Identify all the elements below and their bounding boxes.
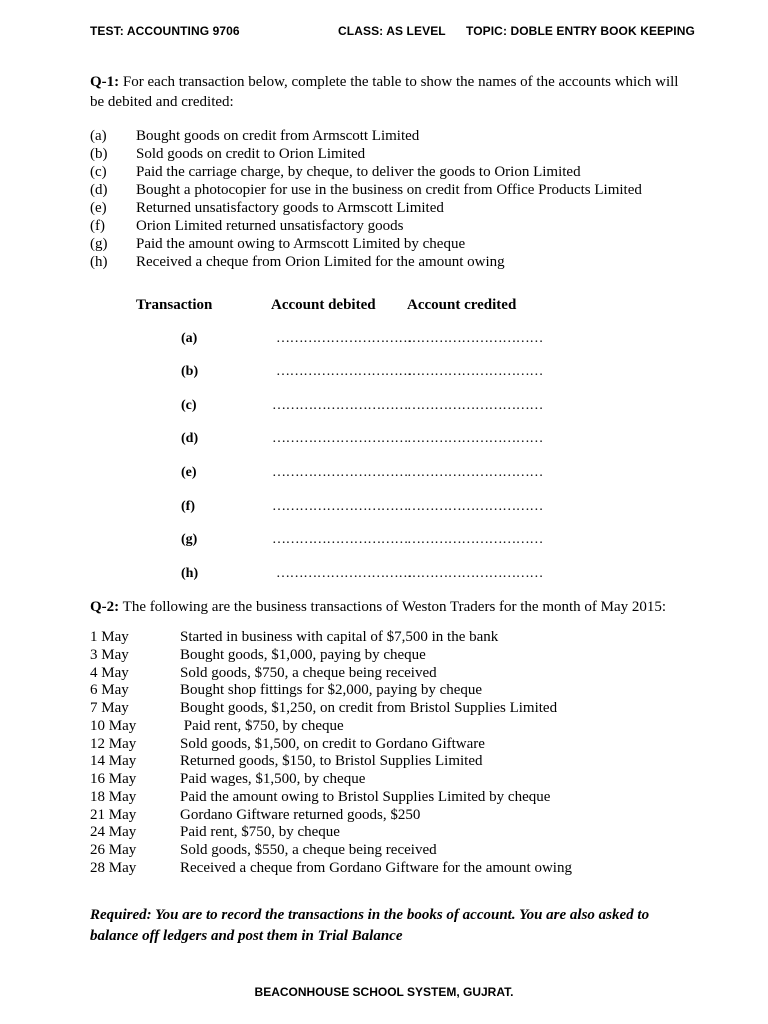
question-1-prompt (90, 72, 690, 112)
may-transaction-item (90, 647, 572, 665)
transaction-item (90, 199, 642, 217)
transaction-text: Orion Limited returned unsatisfactory goods (136, 218, 404, 234)
transaction-label: (e) (90, 200, 107, 216)
table-row-label: (e) (181, 465, 197, 480)
transaction-date: 14 May (90, 753, 137, 770)
transaction-date: 28 May (90, 859, 137, 876)
may-transaction-item (90, 824, 572, 842)
transaction-item (90, 163, 642, 181)
transaction-text: Bought a photocopier for use in the business on credit from Office Products Limited (136, 182, 642, 198)
may-transaction-item (90, 700, 572, 718)
transaction-label: (a) (90, 128, 107, 144)
transaction-item (90, 235, 642, 253)
transaction-label: (f) (90, 218, 105, 234)
transaction-description: Paid rent, $750, by cheque (180, 824, 340, 841)
footer-school: BEACONHOUSE SCHOOL SYSTEM, GUJRAT. (254, 985, 514, 999)
may-transaction-item (90, 860, 572, 878)
credited-answer-blank: ………………………… (407, 331, 544, 346)
required-instructions: Required: You are to record the transactions in the books of account. You are also asked to balance off ledgers and post them in Trial Balance (90, 907, 650, 944)
transaction-label: (g) (90, 236, 108, 252)
table-row-label: (a) (181, 331, 198, 346)
transaction-description: Bought goods, $1,250, on credit from Bristol Supplies Limited (180, 700, 558, 716)
transaction-item (90, 253, 642, 271)
table-row (0, 532, 768, 552)
transaction-date: 18 May (90, 788, 137, 805)
credited-answer-blank: ………………………… (407, 398, 544, 413)
debited-answer-blank: ………………………… (276, 566, 413, 581)
may-transaction-item (90, 807, 572, 825)
credited-answer-blank: ………………………… (407, 465, 544, 480)
question-2-prompt (90, 597, 666, 617)
transaction-date: 24 May (90, 824, 137, 841)
transaction-date: 6 May (90, 682, 129, 699)
may-transaction-item (90, 842, 572, 860)
table-row-label: (g) (181, 532, 198, 547)
transaction-text: Paid the carriage charge, by cheque, to deliver the goods to Orion Limited (136, 164, 581, 180)
table-row-label: (h) (181, 566, 199, 581)
debited-answer-blank: ………………………… (272, 465, 409, 480)
transaction-text: Received a cheque from Orion Limited for the amount owing (136, 254, 505, 270)
transaction-date: 4 May (90, 664, 129, 681)
transaction-date: 21 May (90, 806, 137, 823)
table-row (0, 364, 768, 384)
table-header-account-credited: Account credited (407, 297, 517, 313)
transaction-text: Paid the amount owing to Armscott Limited by cheque (136, 236, 466, 252)
transaction-label: (h) (90, 254, 108, 270)
transaction-description: Bought goods, $1,000, paying by cheque (180, 646, 426, 663)
transaction-description: Paid wages, $1,500, by cheque (180, 771, 366, 787)
credited-answer-blank: ………………………… (407, 532, 544, 547)
table-row (0, 331, 768, 351)
transaction-date: 10 May (90, 717, 137, 734)
table-row (0, 431, 768, 451)
transaction-date: 16 May (90, 771, 137, 787)
transaction-description: Bought shop fittings for $2,000, paying by cheque (180, 682, 483, 699)
debited-answer-blank: ………………………… (276, 331, 413, 346)
table-row-label: (d) (181, 431, 199, 446)
transaction-description: Sold goods, $550, a cheque being received (180, 842, 437, 858)
transaction-label: (c) (90, 164, 107, 180)
may-transaction-item (90, 682, 572, 700)
transaction-item (90, 127, 642, 145)
credited-answer-blank: ………………………… (407, 364, 544, 379)
transaction-item (90, 145, 642, 163)
transaction-text: Returned unsatisfactory goods to Armscott Limited (136, 200, 444, 216)
transaction-date: 1 May (90, 629, 129, 645)
transaction-description: Paid rent, $750, by cheque (180, 717, 344, 734)
question-1-label: Q-1: (90, 74, 120, 90)
table-row-label: (b) (181, 364, 199, 379)
transaction-label: (b) (90, 146, 108, 162)
may-transaction-item (90, 753, 572, 771)
transaction-list (90, 127, 642, 271)
table-row (0, 465, 768, 485)
table-row (0, 499, 768, 519)
credited-answer-blank: ………………………… (407, 499, 544, 514)
may-transaction-item (90, 629, 572, 647)
transaction-item (90, 217, 642, 235)
debited-answer-blank: ………………………… (272, 398, 409, 413)
may-transaction-item (90, 789, 572, 807)
debited-answer-blank: ………………………… (272, 431, 409, 446)
question-2-label: Q-2: (90, 599, 120, 615)
transaction-text: Sold goods on credit to Orion Limited (136, 146, 366, 162)
transaction-description: Started in business with capital of $7,500 in the bank (180, 629, 499, 645)
credited-answer-blank: ………………………… (407, 566, 544, 581)
table-row-label: (f) (181, 499, 195, 514)
transaction-label: (d) (90, 182, 108, 198)
header-class: CLASS: AS LEVEL (338, 24, 446, 38)
transaction-description: Received a cheque from Gordano Giftware for the amount owing (180, 859, 572, 876)
header-test: TEST: ACCOUNTING 9706 (90, 24, 240, 38)
may-transaction-item (90, 771, 572, 789)
header-topic: TOPIC: DOBLE ENTRY BOOK KEEPING (466, 24, 695, 38)
table-header-account-debited: Account debited (271, 297, 376, 313)
transaction-date: 3 May (90, 646, 129, 663)
table-row-label: (c) (181, 398, 197, 413)
debited-answer-blank: ………………………… (276, 364, 413, 379)
may-transaction-item (90, 665, 572, 683)
table-row (0, 566, 768, 586)
transaction-description: Sold goods, $750, a cheque being received (180, 664, 437, 681)
transaction-description: Gordano Giftware returned goods, $250 (180, 806, 421, 823)
transaction-date: 12 May (90, 735, 137, 752)
credited-answer-blank: ………………………… (407, 431, 544, 446)
question-1-text: For each transaction below, complete the table to show the names of the accounts which will be debited and credited: (90, 74, 679, 110)
transaction-description: Sold goods, $1,500, on credit to Gordano Giftware (180, 735, 485, 752)
may-transaction-item (90, 718, 572, 736)
debited-answer-blank: ………………………… (272, 499, 409, 514)
table-row (0, 398, 768, 418)
may-transaction-item (90, 736, 572, 754)
question-2-text: The following are the business transactions of Weston Traders for the month of May 2015: (122, 599, 667, 615)
table-header-transaction: Transaction (136, 297, 213, 313)
transaction-text: Bought goods on credit from Armscott Limited (136, 128, 420, 144)
transaction-date: 7 May (90, 700, 129, 716)
transaction-description: Paid the amount owing to Bristol Supplies Limited by cheque (180, 788, 551, 805)
debited-answer-blank: ………………………… (272, 532, 409, 547)
may-transaction-list (90, 629, 572, 878)
transaction-description: Returned goods, $150, to Bristol Supplies Limited (180, 753, 483, 770)
transaction-date: 26 May (90, 842, 137, 858)
transaction-item (90, 181, 642, 199)
